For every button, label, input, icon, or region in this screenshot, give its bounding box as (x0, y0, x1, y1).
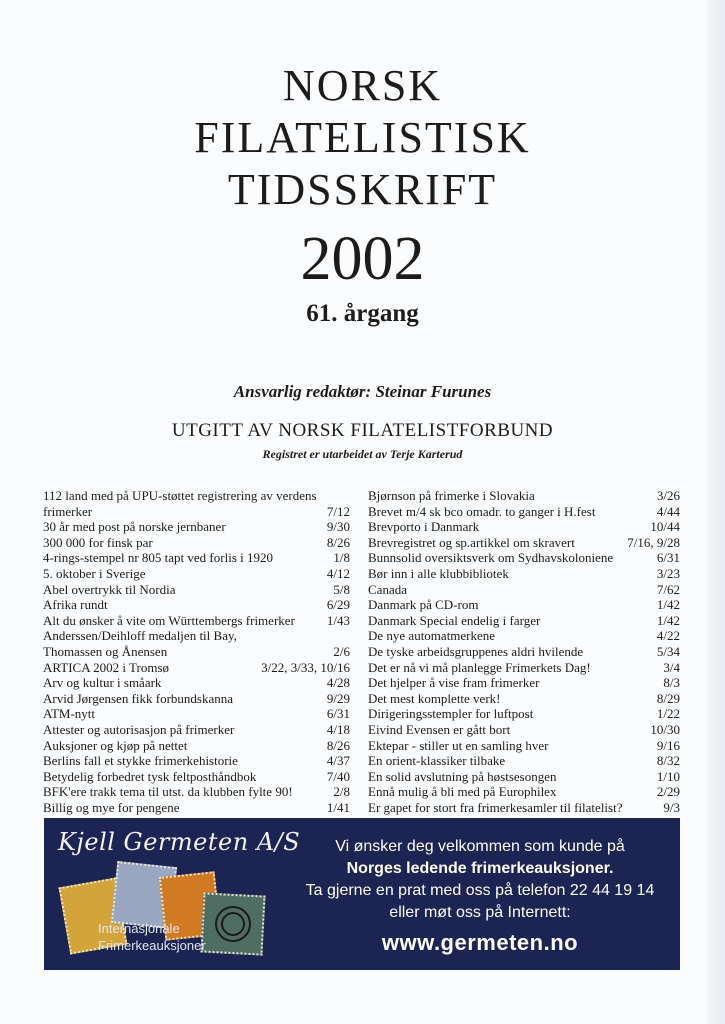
entry-page: 7/40 (326, 768, 350, 784)
entry-page: 9/16 (656, 737, 680, 753)
registrar-credit: Registret er utarbeidet av Terje Karterud (262, 447, 463, 461)
entry-page: 1/41 (326, 799, 350, 815)
index-column-right (368, 488, 680, 815)
entry-title: Canada (368, 581, 407, 597)
year: 2002 (300, 225, 425, 293)
entry-title: En orient-klassiker tilbake (368, 753, 506, 769)
entry-title: Brevet m/4 sk bco omadr. to ganger i H.fest (368, 503, 596, 519)
entry-page: 1/43 (326, 612, 350, 628)
entry-page: 6/31 (656, 550, 680, 566)
entry-page: 3/23 (656, 565, 680, 581)
index-entry (368, 504, 680, 520)
entry-title: Billig og mye for pengene (43, 799, 180, 815)
index-entry (368, 753, 680, 769)
title-line-3: TIDSSKRIFT (227, 165, 498, 214)
entry-page: 8/3 (663, 675, 680, 691)
entry-page: 9/30 (326, 519, 350, 535)
tagline-line-1: Internasjonale (98, 921, 180, 936)
entry-title: Er gapet for stort fra frimerkesamler til filatelist? (368, 799, 623, 815)
entry-title: Arvid Jørgensen fikk forbundskanna (43, 690, 234, 706)
index-entry (43, 738, 350, 754)
entry-title: Danmark Special endelig i farger (368, 612, 541, 628)
index-entry (368, 660, 680, 676)
index-entry (368, 784, 680, 800)
entry-title: 5. oktober i Sverige (43, 565, 146, 581)
entry-title: 112 land med på UPU-støttet registrering av verdens (43, 488, 317, 503)
entry-title: Bør inn i alle klubbibliotek (368, 565, 509, 581)
entry-title: Thomassen og Ånensen (43, 643, 168, 659)
ad-line-2: Norges ledende frimerkeauksjoner. (346, 860, 614, 877)
index-entry (43, 644, 350, 660)
entry-page: 8/26 (326, 737, 350, 753)
ad-line-3: Ta gjerne en prat med oss på telefon 22 44 19 14 (305, 882, 655, 899)
index-entry (43, 722, 350, 738)
index-entry (368, 613, 680, 629)
entry-page: 9/3 (663, 799, 680, 815)
index-entry (43, 597, 350, 613)
index-entry (368, 769, 680, 785)
index-entry (43, 706, 350, 722)
entry-page: 5/34 (656, 643, 680, 659)
entry-title: Det er nå vi må planlegge Frimerkets Dag! (368, 659, 591, 675)
entry-title: De nye automatmerkene (368, 628, 496, 644)
entry-title: frimerker (43, 503, 93, 519)
entry-page: 7/16, 9/28 (627, 534, 680, 550)
entry-title: Betydelig forbedret tysk feltposthåndbok (43, 768, 257, 784)
publisher: UTGITT AV NORSK FILATELISTFORBUND (171, 420, 554, 441)
entry-page: 5/8 (333, 581, 350, 597)
volume: 61. årgang (306, 300, 419, 327)
entry-title: Bunnsolid oversiktsverk om Sydhavskoloniene (368, 550, 614, 566)
entry-page: 4/12 (326, 565, 350, 581)
index-entry (43, 504, 350, 520)
entry-title: Brevregistret og sp.artikkel om skravert (368, 534, 575, 550)
advertisement-banner (44, 818, 680, 970)
entry-page: 6/29 (326, 597, 350, 613)
index-entry (43, 691, 350, 707)
entry-title: 30 år med post på norske jernbaner (43, 519, 226, 535)
entry-page: 8/29 (656, 690, 680, 706)
index-entry (43, 488, 350, 504)
entry-title: 300 000 for finsk par (43, 534, 153, 550)
index-entry (43, 769, 350, 785)
tagline-line-2: Frimerkeauksjoner (98, 938, 206, 953)
entry-page (346, 488, 350, 504)
index-entry (43, 519, 350, 535)
index-entry (368, 550, 680, 566)
entry-title: Attester og autorisasjon på frimerker (43, 721, 235, 737)
entry-page: 2/8 (333, 784, 350, 800)
entry-page: 1/8 (333, 550, 350, 566)
entry-title: Dirigeringsstempler for luftpost (368, 706, 534, 722)
index-entry (43, 566, 350, 582)
entry-title: Berlins fall et stykke frimerkehistorie (43, 753, 238, 769)
index-entry (368, 722, 680, 738)
index-entry (43, 582, 350, 598)
index-entry (43, 753, 350, 769)
index-entry (43, 660, 350, 676)
index-entry (43, 613, 350, 629)
index-entry (43, 675, 350, 691)
entry-page: 7/62 (656, 581, 680, 597)
entry-page: 9/29 (326, 690, 350, 706)
ad-line-4: eller møt oss på Internett: (389, 904, 571, 921)
index-entry (368, 628, 680, 644)
index-entry (368, 706, 680, 722)
entry-page: 2/29 (656, 784, 680, 800)
entry-title: BFK'ere trakk tema til utst. da klubben fylte 90! (43, 784, 293, 800)
index-entry (368, 519, 680, 535)
index-entry (43, 550, 350, 566)
entry-title: Danmark på CD-rom (368, 597, 479, 613)
index-entry (368, 597, 680, 613)
index-entry (368, 691, 680, 707)
index-entry (368, 644, 680, 660)
index-entry (368, 535, 680, 551)
entry-page: 8/26 (326, 534, 350, 550)
index-entry (368, 582, 680, 598)
entry-page: 1/10 (656, 768, 680, 784)
entry-title: Ektepar - stiller ut en samling hver (368, 737, 549, 753)
entry-title: Afrika rundt (43, 597, 108, 613)
entry-title: Det mest komplette verk! (368, 690, 501, 706)
entry-page: 2/6 (333, 643, 350, 659)
entry-title: ARTICA 2002 i Tromsø (43, 659, 170, 675)
brand-logo: Kjell Germeten A/S (58, 828, 301, 856)
entry-title: Bjørnson på frimerke i Slovakia (368, 488, 535, 503)
index-entry (368, 566, 680, 582)
index-entry (368, 488, 680, 504)
entry-page: 3/4 (663, 659, 680, 675)
entry-page: 1/42 (656, 612, 680, 628)
entry-title: Anderssen/Deihloff medaljen til Bay, (43, 628, 237, 644)
index-entry (368, 738, 680, 754)
brand-tagline (98, 920, 248, 954)
entry-page: 6/31 (326, 706, 350, 722)
entry-title: Det hjelper å vise fram frimerker (368, 675, 540, 691)
entry-title: 4-rings-stempel nr 805 tapt ved forlis i 1920 (43, 550, 273, 566)
index-entry (43, 800, 350, 816)
entry-page: 3/26 (656, 488, 680, 503)
entry-page (346, 628, 350, 644)
entry-page: 1/22 (656, 706, 680, 722)
index-entry (43, 628, 350, 644)
index-entry (368, 800, 680, 816)
entry-title: Auksjoner og kjøp på nettet (43, 737, 188, 753)
entry-page: 3/22, 3/33, 10/16 (261, 659, 350, 675)
entry-title: Ennå mulig å bli med på Europhilex (368, 784, 557, 800)
entry-title: Abel overtrykk til Nordia (43, 581, 176, 597)
entry-title: De tyske arbeidsgruppenes aldri hvilende (368, 643, 584, 659)
index-entry (43, 784, 350, 800)
entry-title: Arv og kultur i småark (43, 675, 162, 691)
entry-title: ATM-nytt (43, 706, 95, 722)
entry-page: 4/28 (326, 675, 350, 691)
entry-page: 7/12 (326, 503, 350, 519)
entry-page: 1/42 (656, 597, 680, 613)
entry-title: En solid avslutning på høstsesongen (368, 768, 557, 784)
entry-page: 4/44 (656, 503, 680, 519)
ad-url-link[interactable]: www.germeten.no (381, 930, 579, 955)
entry-page: 10/44 (650, 519, 680, 535)
entry-page: 4/37 (326, 753, 350, 769)
title-line-2: FILATELISTISK (194, 113, 531, 162)
entry-title: Brevporto i Danmark (368, 519, 480, 535)
entry-title: Eivind Evensen er gått bort (368, 721, 511, 737)
ad-text (290, 836, 670, 958)
entry-page: 4/22 (656, 628, 680, 644)
entry-page: 8/32 (656, 753, 680, 769)
title-block (0, 60, 725, 328)
editor-credit: Ansvarlig redaktør: Steinar Furunes (233, 382, 492, 401)
entry-title: Alt du ønsker å vite om Württembergs frimerker (43, 612, 295, 628)
ad-line-1: Vi ønsker deg velkommen som kunde på (335, 838, 625, 855)
title-line-1: NORSK (282, 61, 443, 110)
index-column-left (43, 488, 350, 815)
index-entry (368, 675, 680, 691)
entry-page: 10/30 (650, 721, 680, 737)
entry-page: 4/18 (326, 721, 350, 737)
index-entry (43, 535, 350, 551)
